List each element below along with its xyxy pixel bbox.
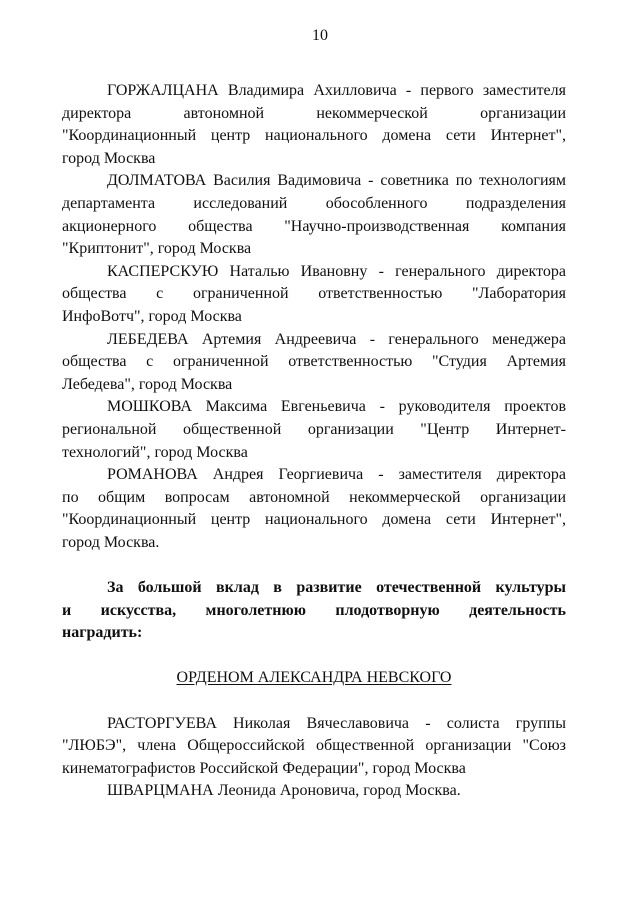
blank-line [62, 554, 566, 577]
text-line: КАСПЕРСКУЮ Наталью Ивановну - генерального директора [107, 262, 566, 280]
text-line: "ЛЮБЭ", члена Общероссийской общественной организации "Союз [62, 737, 566, 755]
text-line: наградить: [62, 624, 143, 642]
text-line: МОШКОВА Максима Евгеньевича - руководителя проектов [107, 398, 566, 416]
entry-shvartsman [62, 780, 566, 803]
text-line: РОМАНОВА Андрея Георгиевича - заместителя директора [107, 466, 566, 484]
document-body [62, 80, 566, 803]
text-line: ДОЛМАТОВА Василия Вадимовича - советника по технологиям [107, 172, 566, 190]
text-line: Лебедева", город Москва [62, 375, 233, 393]
order-alexander-nevsky-heading: ОРДЕНОМ АЛЕКСАНДРА НЕВСКОГО [176, 669, 452, 687]
text-line: "Координационный центр национального домена сети Интернет", [62, 127, 566, 145]
text-line: За большой вклад в развитие отечественной культуры [107, 579, 566, 597]
entry-rastorguev [62, 713, 566, 781]
text-line: город Москва [62, 149, 156, 167]
text-line: акционерного общества "Научно-производственная компания [62, 217, 566, 235]
text-line: региональной общественной организации "Центр Интернет- [62, 420, 566, 438]
text-line: общества с ограниченной ответственностью "Лаборатория [62, 285, 566, 303]
text-line: ГОРЖАЛЦАНА Владимира Ахилловича - первого заместителя [107, 82, 566, 99]
entry-dolmatov [62, 170, 566, 260]
text-line: общества с ограниченной ответственностью "Студия Артемия [62, 353, 566, 371]
text-line: и искусства, многолетнюю плодотворную деятельность [62, 601, 566, 619]
entry-gorzhaltsan [62, 80, 566, 170]
entry-moshkov [62, 396, 566, 464]
text-line: "Координационный центр национального домена сети Интернет", [62, 511, 566, 529]
text-line: директора автономной некоммерческой организации [62, 104, 566, 122]
text-line: департамента исследований обособленного подразделения [62, 194, 566, 212]
text-line: "Криптонит", город Москва [62, 240, 252, 258]
page-number: 10 [312, 27, 328, 44]
text-line: ИнфоВотч", город Москва [62, 307, 242, 325]
text-line: ШВАРЦМАНА Леонида Ароновича, город Москва. [107, 782, 461, 800]
entry-kasperskaya [62, 261, 566, 329]
award-intro-paragraph [62, 577, 566, 645]
text-line: ЛЕБЕДЕВА Артемия Андреевича - генерального менеджера [107, 330, 566, 348]
text-line: кинематографистов Российской Федерации", город Москва [62, 759, 466, 777]
blank-line [62, 690, 566, 713]
entry-romanov [62, 464, 566, 554]
text-line: по общим вопросам автономной некоммерческой организации [62, 488, 566, 506]
text-line: РАСТОРГУЕВА Николая Вячеславовича - солиста группы [107, 714, 566, 732]
text-line: технологий", город Москва [62, 443, 248, 461]
entry-lebedev [62, 329, 566, 397]
text-line: город Москва. [62, 533, 160, 551]
blank-line [62, 645, 566, 668]
